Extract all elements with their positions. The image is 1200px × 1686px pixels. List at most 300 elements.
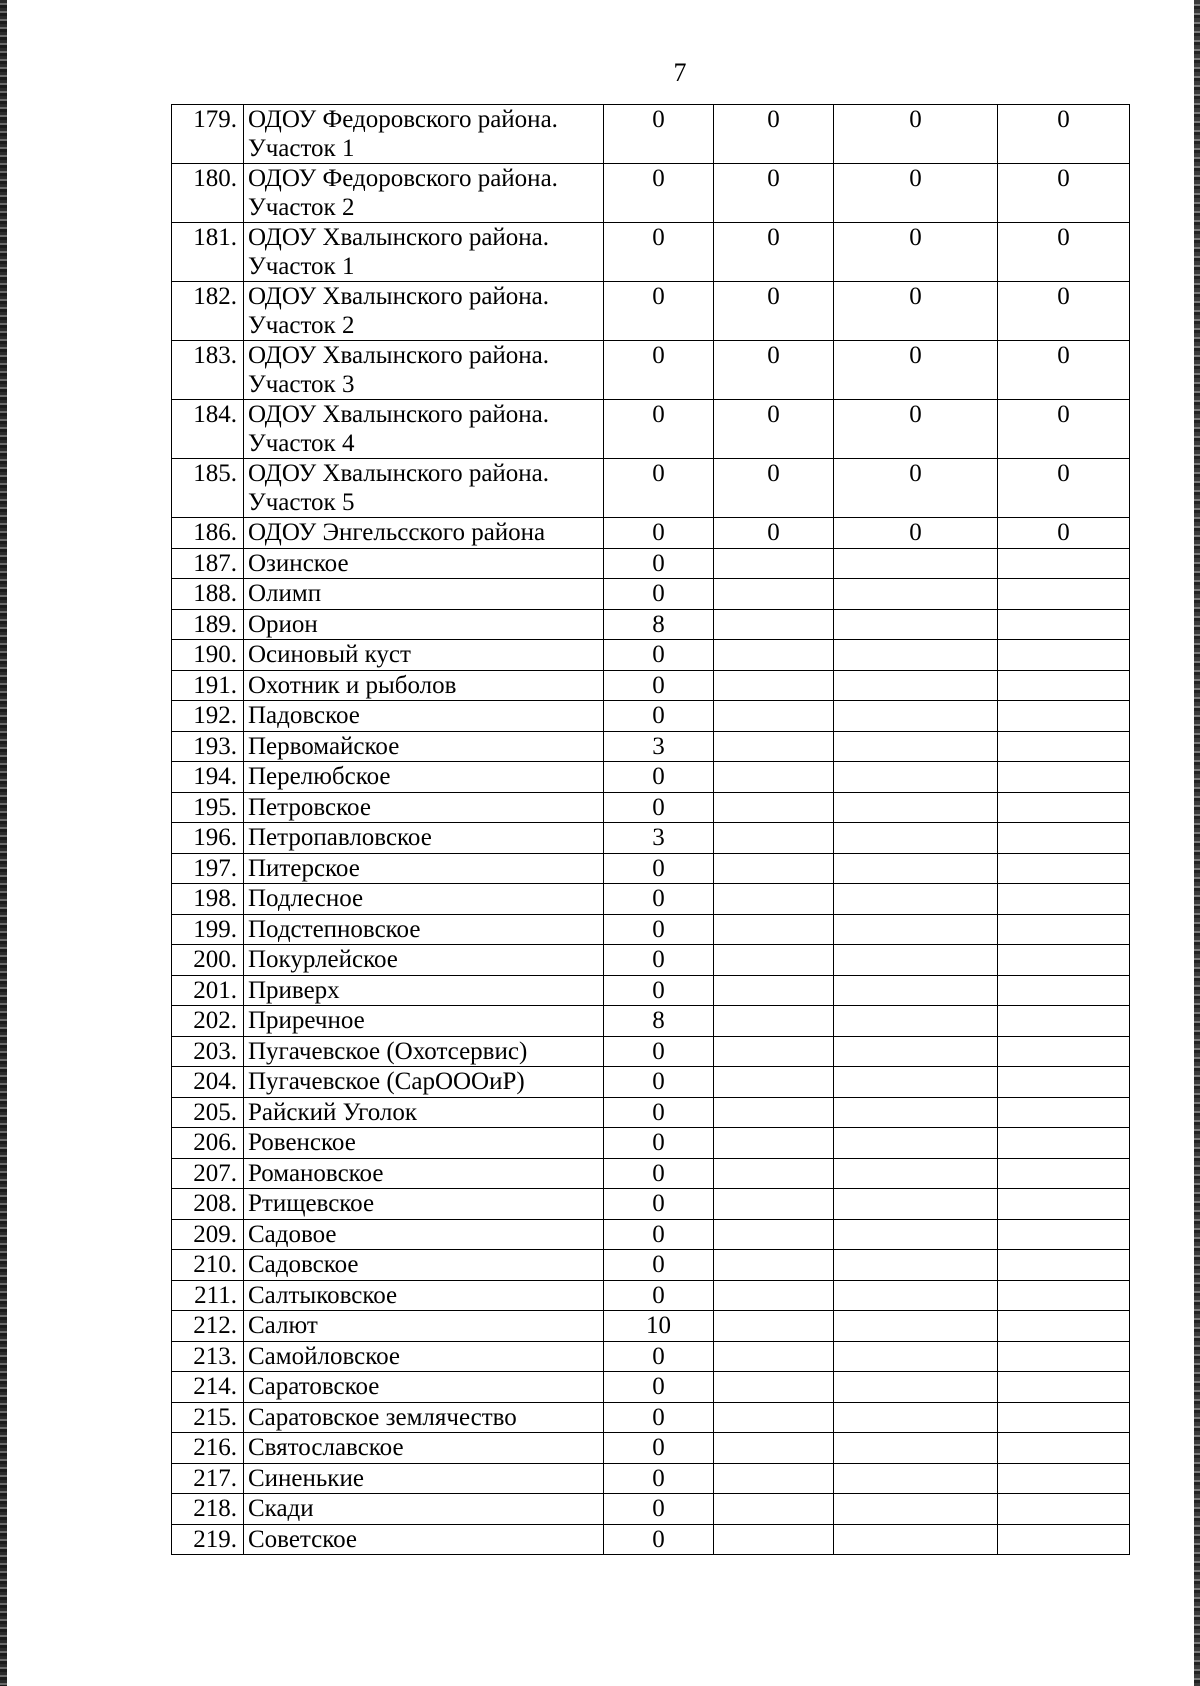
table-row (172, 341, 1130, 400)
ground-name-line: ОДОУ Федоровского района. (248, 106, 558, 133)
ground-name-line: Участок 3 (248, 371, 355, 398)
value-cell-1: 0 (604, 1494, 714, 1525)
ground-name-cell (244, 1524, 604, 1555)
value-cell-3: 0 (834, 459, 998, 518)
row-number: 195. (172, 792, 244, 823)
row-number: 213. (172, 1341, 244, 1372)
value-cell-2 (714, 762, 834, 793)
value-cell-2 (714, 1311, 834, 1342)
table-row (172, 1128, 1130, 1159)
ground-name-cell (244, 975, 604, 1006)
value-cell-2 (714, 548, 834, 579)
ground-name-line: Олимп (248, 580, 322, 607)
row-number: 216. (172, 1433, 244, 1464)
value-cell-1: 0 (604, 164, 714, 223)
ground-name-line: Покурлейское (248, 946, 398, 973)
value-cell-3 (834, 853, 998, 884)
ground-name-cell (244, 701, 604, 732)
value-cell-4 (998, 884, 1130, 915)
ground-name-cell (244, 1433, 604, 1464)
ground-name-line: Садовское (248, 1251, 359, 1278)
value-cell-4 (998, 1128, 1130, 1159)
value-cell-1: 0 (604, 640, 714, 671)
value-cell-3: 0 (834, 223, 998, 282)
ground-name-line: Подлесное (248, 885, 364, 912)
table-row (172, 1463, 1130, 1494)
table-row (172, 282, 1130, 341)
value-cell-3 (834, 731, 998, 762)
value-cell-3 (834, 548, 998, 579)
value-cell-4 (998, 945, 1130, 976)
row-number: 189. (172, 609, 244, 640)
value-cell-1: 0 (604, 701, 714, 732)
value-cell-2: 0 (714, 164, 834, 223)
row-number: 179. (172, 105, 244, 164)
ground-name-cell (244, 1280, 604, 1311)
table-row (172, 1311, 1130, 1342)
value-cell-4: 0 (998, 459, 1130, 518)
ground-name-cell (244, 853, 604, 884)
ground-name-line: Святославское (248, 1434, 404, 1461)
ground-name-cell (244, 792, 604, 823)
ground-name-cell (244, 518, 604, 549)
scan-edge-right (1194, 0, 1200, 1686)
ground-name-cell (244, 1036, 604, 1067)
ground-name-line: Садовое (248, 1220, 337, 1248)
value-cell-4 (998, 548, 1130, 579)
value-cell-2 (714, 1372, 834, 1403)
value-cell-1: 0 (604, 975, 714, 1006)
value-cell-4 (998, 1067, 1130, 1098)
value-cell-1: 0 (604, 1433, 714, 1464)
ground-name-line: Ртищевское (248, 1190, 375, 1217)
value-cell-3 (834, 1402, 998, 1433)
value-cell-3 (834, 1372, 998, 1403)
value-cell-3 (834, 1097, 998, 1128)
value-cell-1: 0 (604, 1372, 714, 1403)
row-number: 187. (172, 548, 244, 579)
ground-name-cell (244, 1189, 604, 1220)
value-cell-1: 10 (604, 1311, 714, 1342)
row-number: 210. (172, 1250, 244, 1281)
value-cell-4 (998, 1006, 1130, 1037)
ground-name-cell (244, 823, 604, 854)
row-number: 197. (172, 853, 244, 884)
table-row (172, 518, 1130, 549)
ground-name-cell (244, 164, 604, 223)
ground-name-line: Синенькие (248, 1464, 364, 1492)
ground-name-line: Осиновый куст (248, 641, 411, 668)
ground-name-cell (244, 1372, 604, 1403)
value-cell-2 (714, 1463, 834, 1494)
value-cell-4 (998, 1280, 1130, 1311)
table-row (172, 975, 1130, 1006)
value-cell-4 (998, 640, 1130, 671)
value-cell-4: 0 (998, 105, 1130, 164)
ground-name-cell (244, 1097, 604, 1128)
value-cell-4 (998, 1463, 1130, 1494)
value-cell-4 (998, 1402, 1130, 1433)
value-cell-4: 0 (998, 518, 1130, 549)
table-body (172, 105, 1130, 1555)
ground-name-cell (244, 945, 604, 976)
value-cell-2: 0 (714, 282, 834, 341)
value-cell-1: 3 (604, 823, 714, 854)
row-number: 203. (172, 1036, 244, 1067)
ground-name-line: ОДОУ Федоровского района. (248, 165, 558, 192)
table-row (172, 1402, 1130, 1433)
row-number: 192. (172, 701, 244, 732)
value-cell-2 (714, 1006, 834, 1037)
value-cell-1: 0 (604, 518, 714, 549)
value-cell-3 (834, 975, 998, 1006)
row-number: 218. (172, 1494, 244, 1525)
ground-name-cell (244, 1494, 604, 1525)
table-row (172, 1006, 1130, 1037)
table-row (172, 1219, 1130, 1250)
row-number: 184. (172, 400, 244, 459)
value-cell-3 (834, 1280, 998, 1311)
value-cell-1: 8 (604, 1006, 714, 1037)
ground-name-cell (244, 914, 604, 945)
value-cell-4: 0 (998, 341, 1130, 400)
ground-name-cell (244, 762, 604, 793)
ground-name-cell (244, 670, 604, 701)
value-cell-4 (998, 1494, 1130, 1525)
value-cell-2 (714, 1494, 834, 1525)
ground-name-cell (244, 640, 604, 671)
value-cell-3 (834, 1189, 998, 1220)
value-cell-2 (714, 975, 834, 1006)
row-number: 190. (172, 640, 244, 671)
ground-name-cell (244, 1402, 604, 1433)
value-cell-3 (834, 1067, 998, 1098)
row-number: 209. (172, 1219, 244, 1250)
value-cell-2 (714, 1128, 834, 1159)
ground-name-line: Участок 4 (248, 430, 355, 457)
ground-name-line: Участок 1 (248, 253, 355, 280)
value-cell-2 (714, 1250, 834, 1281)
table-row (172, 1189, 1130, 1220)
value-cell-3 (834, 1494, 998, 1525)
value-cell-1: 0 (604, 548, 714, 579)
ground-name-line: ОДОУ Хвалынского района. (248, 283, 550, 310)
value-cell-1: 0 (604, 1067, 714, 1098)
ground-name-line: ОДОУ Хвалынского района. (248, 342, 550, 369)
value-cell-3: 0 (834, 518, 998, 549)
value-cell-3 (834, 579, 998, 610)
ground-name-cell (244, 105, 604, 164)
ground-name-line: Подстепновское (248, 915, 421, 943)
row-number: 205. (172, 1097, 244, 1128)
row-number: 196. (172, 823, 244, 854)
value-cell-4 (998, 1341, 1130, 1372)
ground-name-line: Райский Уголок (248, 1098, 418, 1126)
ground-name-line: Пугачевское (Охотсервис) (248, 1037, 528, 1065)
value-cell-2 (714, 1097, 834, 1128)
row-number: 201. (172, 975, 244, 1006)
value-cell-2: 0 (714, 518, 834, 549)
ground-name-cell (244, 1067, 604, 1098)
table-row (172, 548, 1130, 579)
value-cell-2 (714, 914, 834, 945)
value-cell-1: 0 (604, 1219, 714, 1250)
value-cell-2 (714, 701, 834, 732)
ground-name-cell (244, 548, 604, 579)
row-number: 194. (172, 762, 244, 793)
ground-name-line: Советское (248, 1525, 358, 1553)
row-number: 206. (172, 1128, 244, 1159)
table-row (172, 792, 1130, 823)
value-cell-2 (714, 1158, 834, 1189)
ground-name-line: Приверх (248, 976, 340, 1004)
table-row (172, 609, 1130, 640)
table-row (172, 1250, 1130, 1281)
value-cell-3 (834, 1006, 998, 1037)
value-cell-4 (998, 914, 1130, 945)
ground-name-line: Романовское (248, 1159, 384, 1187)
value-cell-1: 0 (604, 1158, 714, 1189)
row-number: 182. (172, 282, 244, 341)
value-cell-1: 0 (604, 1463, 714, 1494)
value-cell-3 (834, 1311, 998, 1342)
value-cell-2 (714, 792, 834, 823)
value-cell-2 (714, 1189, 834, 1220)
row-number: 183. (172, 341, 244, 400)
value-cell-1: 0 (604, 914, 714, 945)
ground-name-cell (244, 282, 604, 341)
value-cell-2 (714, 731, 834, 762)
value-cell-2 (714, 1219, 834, 1250)
ground-name-cell (244, 1128, 604, 1159)
value-cell-4 (998, 1524, 1130, 1555)
ground-name-line: Участок 2 (248, 312, 355, 339)
table-row (172, 640, 1130, 671)
value-cell-3 (834, 1463, 998, 1494)
value-cell-4 (998, 609, 1130, 640)
ground-name-line: ОДОУ Энгельсского района (248, 519, 546, 546)
value-cell-2 (714, 1036, 834, 1067)
value-cell-2 (714, 1402, 834, 1433)
row-number: 200. (172, 945, 244, 976)
table-row (172, 945, 1130, 976)
value-cell-3: 0 (834, 282, 998, 341)
value-cell-4: 0 (998, 164, 1130, 223)
value-cell-4 (998, 792, 1130, 823)
value-cell-3 (834, 792, 998, 823)
row-number: 212. (172, 1311, 244, 1342)
value-cell-1: 0 (604, 1250, 714, 1281)
row-number: 186. (172, 518, 244, 549)
value-cell-4 (998, 1158, 1130, 1189)
value-cell-3 (834, 945, 998, 976)
value-cell-2: 0 (714, 400, 834, 459)
value-cell-4 (998, 1372, 1130, 1403)
value-cell-2 (714, 1524, 834, 1555)
table-row (172, 670, 1130, 701)
value-cell-3 (834, 762, 998, 793)
table-row (172, 1280, 1130, 1311)
ground-name-line: Скади (248, 1495, 314, 1522)
value-cell-2: 0 (714, 105, 834, 164)
row-number: 217. (172, 1463, 244, 1494)
table-row (172, 223, 1130, 282)
ground-name-line: Перелюбское (248, 763, 391, 790)
value-cell-4 (998, 1097, 1130, 1128)
ground-name-line: Саратовское землячество (248, 1403, 517, 1431)
value-cell-2 (714, 1433, 834, 1464)
row-number: 191. (172, 670, 244, 701)
value-cell-3 (834, 823, 998, 854)
value-cell-4 (998, 1311, 1130, 1342)
value-cell-3 (834, 914, 998, 945)
value-cell-3 (834, 1036, 998, 1067)
ground-name-cell (244, 1311, 604, 1342)
row-number: 214. (172, 1372, 244, 1403)
value-cell-3 (834, 1219, 998, 1250)
table-row (172, 1433, 1130, 1464)
value-cell-2 (714, 1341, 834, 1372)
value-cell-3: 0 (834, 164, 998, 223)
value-cell-1: 0 (604, 1128, 714, 1159)
ground-name-line: Саратовское (248, 1373, 380, 1400)
row-number: 185. (172, 459, 244, 518)
value-cell-4 (998, 701, 1130, 732)
ground-name-line: Салют (248, 1312, 318, 1339)
value-cell-4 (998, 731, 1130, 762)
value-cell-2 (714, 609, 834, 640)
ground-name-cell (244, 459, 604, 518)
ground-name-line: Озинское (248, 549, 349, 577)
ground-name-line: Питерское (248, 854, 360, 882)
ground-name-cell (244, 1341, 604, 1372)
ground-name-cell (244, 223, 604, 282)
value-cell-4 (998, 1189, 1130, 1220)
table-row (172, 105, 1130, 164)
value-cell-4: 0 (998, 282, 1130, 341)
value-cell-1: 0 (604, 400, 714, 459)
ground-name-cell (244, 400, 604, 459)
row-number: 188. (172, 579, 244, 610)
ground-name-cell (244, 609, 604, 640)
row-number: 211. (172, 1280, 244, 1311)
value-cell-2 (714, 579, 834, 610)
value-cell-2: 0 (714, 459, 834, 518)
value-cell-1: 0 (604, 1524, 714, 1555)
row-number: 219. (172, 1524, 244, 1555)
ground-name-line: Салтыковское (248, 1281, 398, 1309)
value-cell-3 (834, 1158, 998, 1189)
value-cell-1: 0 (604, 884, 714, 915)
row-number: 193. (172, 731, 244, 762)
scan-edge-left (0, 0, 7, 1686)
value-cell-4 (998, 670, 1130, 701)
value-cell-3 (834, 1250, 998, 1281)
ground-name-line: Пугачевское (СарОООиР) (248, 1068, 525, 1095)
row-number: 204. (172, 1067, 244, 1098)
ground-name-line: Петровское (248, 793, 371, 821)
value-cell-3 (834, 640, 998, 671)
value-cell-4 (998, 823, 1130, 854)
table-row (172, 164, 1130, 223)
row-number: 208. (172, 1189, 244, 1220)
table-row (172, 459, 1130, 518)
ground-name-cell (244, 1219, 604, 1250)
table-row (172, 914, 1130, 945)
value-cell-1: 0 (604, 282, 714, 341)
value-cell-1: 0 (604, 792, 714, 823)
table-row (172, 853, 1130, 884)
value-cell-1: 0 (604, 341, 714, 400)
value-cell-3: 0 (834, 105, 998, 164)
ground-name-cell (244, 579, 604, 610)
row-number: 198. (172, 884, 244, 915)
row-number: 180. (172, 164, 244, 223)
ground-name-line: Приречное (248, 1007, 365, 1034)
table-row (172, 1158, 1130, 1189)
ground-name-cell (244, 1463, 604, 1494)
value-cell-4 (998, 1250, 1130, 1281)
value-cell-3 (834, 670, 998, 701)
ground-name-line: ОДОУ Хвалынского района. (248, 401, 550, 428)
value-cell-3 (834, 1341, 998, 1372)
ground-name-line: Первомайское (248, 732, 400, 760)
ground-name-line: Ровенское (248, 1129, 356, 1156)
table-row (172, 1341, 1130, 1372)
ground-name-cell (244, 1006, 604, 1037)
value-cell-1: 0 (604, 459, 714, 518)
value-cell-3 (834, 701, 998, 732)
ground-name-line: Самойловское (248, 1342, 400, 1370)
value-cell-4 (998, 975, 1130, 1006)
value-cell-4 (998, 579, 1130, 610)
table-row (172, 400, 1130, 459)
value-cell-4: 0 (998, 400, 1130, 459)
ground-name-line: Охотник и рыболов (248, 671, 457, 699)
table-row (172, 1036, 1130, 1067)
value-cell-1: 0 (604, 105, 714, 164)
value-cell-1: 0 (604, 1036, 714, 1067)
value-cell-4 (998, 853, 1130, 884)
table-row (172, 701, 1130, 732)
value-cell-1: 0 (604, 1097, 714, 1128)
table-row (172, 1372, 1130, 1403)
table-row (172, 823, 1130, 854)
value-cell-2 (714, 945, 834, 976)
ground-name-line: Петропавловское (248, 824, 432, 851)
row-number: 215. (172, 1402, 244, 1433)
value-cell-1: 0 (604, 579, 714, 610)
ground-name-line: ОДОУ Хвалынского района. (248, 460, 550, 487)
ground-name-cell (244, 884, 604, 915)
row-number: 202. (172, 1006, 244, 1037)
value-cell-4 (998, 1433, 1130, 1464)
value-cell-2 (714, 670, 834, 701)
value-cell-3 (834, 609, 998, 640)
value-cell-4: 0 (998, 223, 1130, 282)
ground-name-line: ОДОУ Хвалынского района. (248, 224, 550, 251)
table-row (172, 1097, 1130, 1128)
value-cell-3 (834, 1128, 998, 1159)
hunting-grounds-table (171, 104, 1130, 1555)
ground-name-cell (244, 1250, 604, 1281)
table-row (172, 1524, 1130, 1555)
value-cell-1: 8 (604, 609, 714, 640)
table-row (172, 884, 1130, 915)
value-cell-2 (714, 1067, 834, 1098)
value-cell-1: 0 (604, 1402, 714, 1433)
row-number: 199. (172, 914, 244, 945)
